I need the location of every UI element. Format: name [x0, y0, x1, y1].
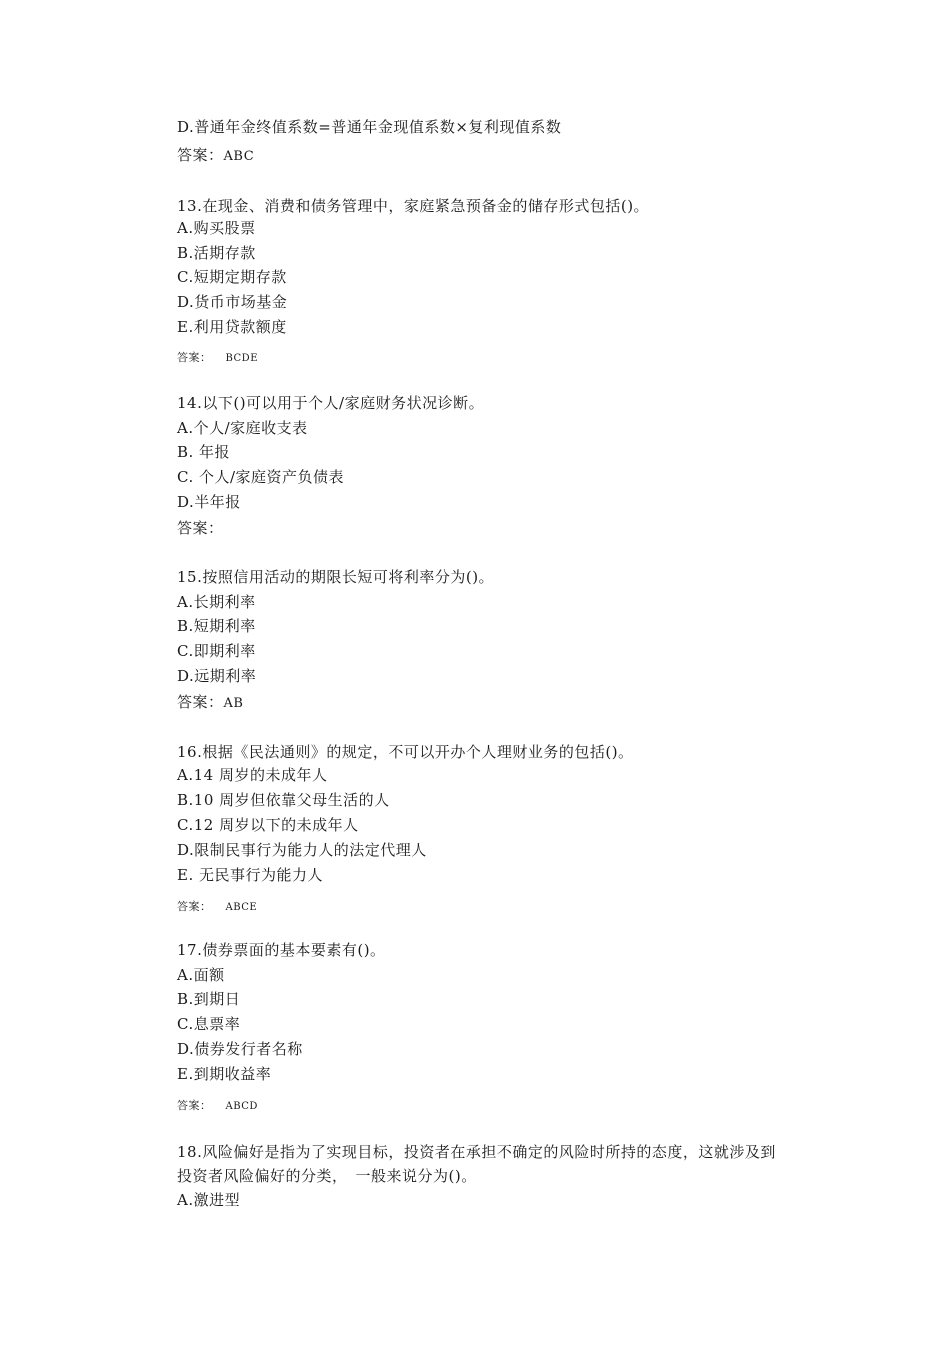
answer-value: AB: [223, 696, 244, 711]
q16-option-b: B.10 周岁但依靠父母生活的人: [177, 791, 390, 809]
q17-option-c: C.息票率: [177, 1015, 241, 1033]
q16-option-a: A.14 周岁的未成年人: [177, 766, 328, 784]
q14-option-d: D.半年报: [177, 493, 241, 511]
q15-answer: [177, 692, 243, 714]
q13-option-b: B.活期存款: [177, 244, 256, 262]
q16-option-d: D.限制民事行为能力人的法定代理人: [177, 841, 427, 859]
q15-option-c: C.即期利率: [177, 642, 256, 660]
q14-option-b: B. 年报: [177, 443, 231, 461]
q17-option-a: A.面额: [177, 966, 225, 984]
q14-question: 14.以下()可以用于个人/家庭财务状况诊断。: [177, 394, 485, 412]
answer-label: 答案：: [177, 351, 212, 364]
q16-option-c: C.12 周岁以下的未成年人: [177, 816, 359, 834]
answer-value: ABCE: [225, 902, 258, 913]
answer-label: 答案：: [177, 146, 224, 164]
q13-answer: [177, 348, 258, 369]
answer-value: ABCD: [225, 1101, 258, 1112]
q13-option-a: A.购买股票: [177, 219, 256, 237]
answer-value: ABC: [223, 149, 255, 164]
q13-option-c: C.短期定期存款: [177, 268, 287, 286]
q15-option-d: D.远期利率: [177, 667, 257, 685]
q17-option-e: E.到期收益率: [177, 1065, 272, 1083]
q18-option-a: A.激进型: [177, 1191, 241, 1209]
q17-answer: [177, 1096, 258, 1117]
q12-answer: [177, 145, 254, 167]
q15-option-b: B.短期利率: [177, 617, 256, 635]
q17-option-d: D.债券发行者名称: [177, 1040, 303, 1058]
q16-option-e: E. 无民事行为能力人: [177, 866, 323, 884]
answer-value: BCDE: [225, 353, 259, 364]
answer-label: 答案：: [177, 693, 224, 711]
answer-label: 答案：: [177, 519, 224, 537]
q15-option-a: A.长期利率: [177, 593, 256, 611]
q13-option-e: E.利用贷款额度: [177, 318, 287, 336]
q17-question: 17.债券票面的基本要素有()。: [177, 941, 386, 959]
q16-answer: [177, 897, 257, 918]
q14-option-a: A.个人/家庭收支表: [177, 419, 308, 437]
q18-question: 18.风险偏好是指为了实现目标，投资者在承担不确定的风险时所持的态度，这就涉及到投资者风险偏好的分类， 一般来说分为()。: [177, 1143, 776, 1185]
answer-label: 答案：: [177, 900, 212, 913]
q17-option-b: B.到期日: [177, 990, 241, 1008]
q16-question: 16.根据《民法通则》的规定，不可以开办个人理财业务的包括()。: [177, 743, 634, 761]
q14-option-c: C. 个人/家庭资产负债表: [177, 468, 345, 486]
q15-question: 15.按照信用活动的期限长短可将利率分为()。: [177, 568, 495, 586]
answer-label: 答案：: [177, 1099, 212, 1112]
q14-answer: [177, 518, 224, 538]
q13-question: 13.在现金、消费和债务管理中，家庭紧急预备金的储存形式包括()。: [177, 197, 650, 215]
q12-option-d: D.普通年金终值系数=普通年金现值系数×复利现值系数: [177, 118, 562, 136]
q13-option-d: D.货币市场基金: [177, 293, 288, 311]
